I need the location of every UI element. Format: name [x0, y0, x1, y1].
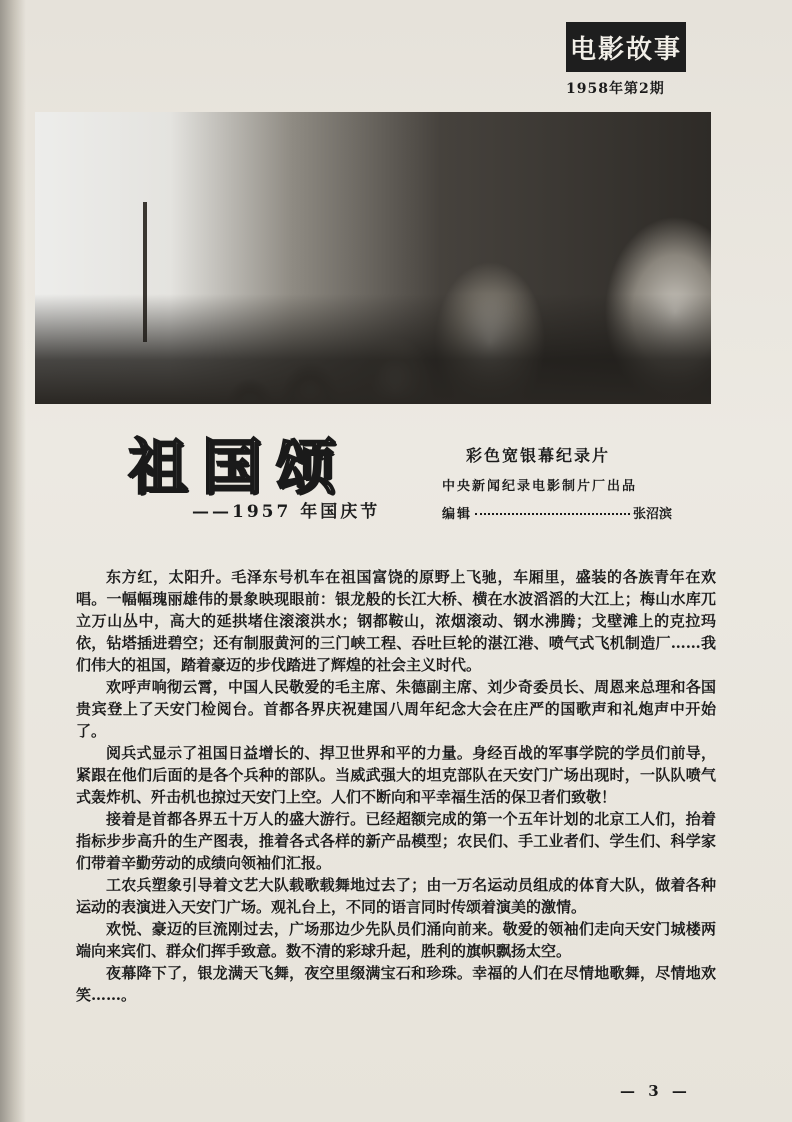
editor-name: 张沼滨	[632, 507, 672, 522]
paragraph: 夜幕降下了，银龙满天飞舞，夜空里缀满宝石和珍珠。幸福的人们在尽情地歌舞，尽情地欢笑……。	[76, 964, 716, 1004]
article-subtitle: ——1957 年国庆节	[192, 502, 381, 522]
paragraph: 欢呼声响彻云霄，中国人民敬爱的毛主席、朱德副主席、刘少奇委员长、周恩来总理和各国贵宾登上了天安门检阅台。首都各界庆祝建国八周年纪念大会在庄严的国歌声和礼炮声中开始了。	[76, 678, 716, 740]
article-body	[76, 566, 716, 1006]
film-studio: 中央新闻纪录电影制片厂出品	[442, 479, 638, 494]
issue-number: 1958年第2期	[566, 81, 665, 97]
film-type: 彩色宽银幕纪录片	[466, 446, 611, 465]
article-title: 祖国颂	[128, 433, 350, 503]
crowd-shadow	[35, 294, 711, 404]
paragraph: 接着是首都各界五十万人的盛大游行。已经超额完成的第一个五年计划的北京工人们，抬着指标步步高升的生产图表，推着各式各样的新产品模型；农民们、手工业者们、学生们、科学家们带着辛勤劳动的成绩向领袖们汇报。	[76, 810, 716, 872]
page-number: — 3 —	[620, 1082, 691, 1100]
editor-credit	[442, 503, 672, 522]
paragraph: 欢悦、豪迈的巨流刚过去，广场那边少先队员们涌向前来。敬爱的领袖们走向天安门城楼两端向来宾们、群众们挥手致意。数不清的彩球升起，胜利的旗帜飘扬太空。	[76, 920, 716, 960]
leader-dots	[475, 513, 630, 515]
magazine-masthead: 电影故事	[566, 22, 686, 72]
worn-left-edge	[0, 0, 26, 1122]
paragraph: 阅兵式显示了祖国日益增长的、捍卫世界和平的力量。身经百战的军事学院的学员们前导，紧跟在他们后面的是各个兵种的部队。当威武强大的坦克部队在天安门广场出现时，一队队喷气式轰炸机、歼击机也掠过天安门上空。人们不断向和平幸福生活的保卫者们致敬！	[76, 744, 716, 806]
editor-label: 编辑	[442, 507, 473, 522]
leaders-photo	[35, 112, 711, 404]
paragraph: 东方红，太阳升。毛泽东号机车在祖国富饶的原野上飞驰，车厢里，盛装的各族青年在欢唱。一幅幅瑰丽雄伟的景象映现眼前：银龙般的长江大桥、横在水波滔滔的大江上；梅山水库兀立万山丛中，高大的延拱堵住滚滚洪水；钢都鞍山，浓烟滚动、钢水沸腾；戈壁滩上的克拉玛依，钻塔插进碧空；还有制服黄河的三门峡工程、吞吐巨轮的湛江港、喷气式飞机制造厂……我们伟大的祖国，踏着豪迈的步伐踏进了辉煌的社会主义时代。	[76, 568, 716, 674]
paragraph: 工农兵塑象引导着文艺大队载歌载舞地过去了；由一万名运动员组成的体育大队，做着各种运动的表演进入天安门广场。观礼台上，不同的语言同时传颂着演美的激情。	[76, 876, 716, 916]
